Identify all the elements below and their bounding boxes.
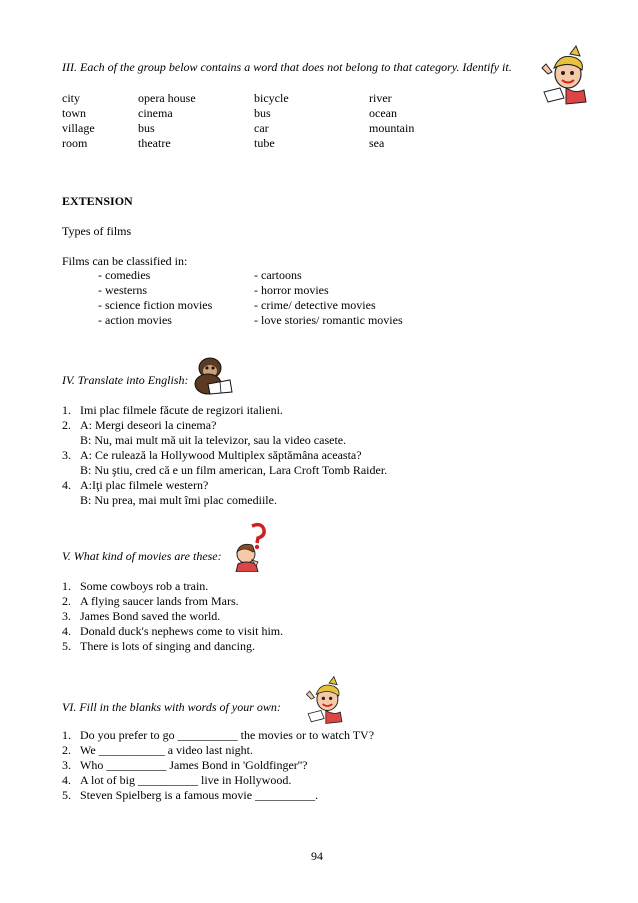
- item-text: James Bond saved the world.: [80, 609, 221, 623]
- item-text: Do you prefer to go __________ the movies or to watch TV?: [80, 728, 375, 742]
- item-text: Donald duck's nephews come to visit him.: [80, 624, 284, 638]
- item-number: 4.: [62, 624, 71, 638]
- cell: tube: [254, 136, 275, 150]
- section-4-heading: IV. Translate into English:: [62, 373, 189, 387]
- film-type-item: - action movies: [98, 313, 172, 327]
- film-type-item: - crime/ detective movies: [254, 298, 376, 312]
- item-number: 1.: [62, 728, 71, 742]
- item-text: A:Iţi plac filmele western?: [80, 478, 209, 492]
- thinking-boy-icon: [232, 522, 270, 572]
- item-text: A: Ce rulează la Hollywood Multiplex săptămâna aceasta?: [80, 448, 362, 462]
- section-3-heading: III. Each of the group below contains a word that does not belong to that category. Identify it.: [62, 60, 512, 74]
- item-text: We ___________ a video last night.: [80, 743, 254, 757]
- item-text: Some cowboys rob a train.: [80, 579, 209, 593]
- item-text: B: Nu prea, mai mult îmi plac comediile.: [80, 493, 277, 507]
- film-type-item: - science fiction movies: [98, 298, 213, 312]
- item-number: 3.: [62, 609, 71, 623]
- cell: bus: [138, 121, 155, 135]
- section-5-heading: V. What kind of movies are these:: [62, 549, 222, 563]
- item-number: 4.: [62, 773, 71, 787]
- item-text: A: Mergi deseori la cinema?: [80, 418, 217, 432]
- film-type-item: - love stories/ romantic movies: [254, 313, 403, 327]
- cell: city: [62, 91, 80, 105]
- item-number: 2.: [62, 594, 71, 608]
- item-number: 1.: [62, 579, 71, 593]
- cell: mountain: [369, 121, 415, 135]
- item-number: 2.: [62, 418, 71, 432]
- extension-heading: EXTENSION: [62, 194, 133, 208]
- monkey-reading-icon: [190, 354, 234, 396]
- item-text: B: Nu ştiu, cred că e un film american, Lara Croft Tomb Raider.: [80, 463, 388, 477]
- film-type-item: - horror movies: [254, 283, 329, 297]
- item-text: Imi plac filmele făcute de regizori italieni.: [80, 403, 283, 417]
- cell: bicycle: [254, 91, 289, 105]
- cell: car: [254, 121, 269, 135]
- item-text: A lot of big __________ live in Hollywood.: [80, 773, 292, 787]
- item-number: 4.: [62, 478, 71, 492]
- waving-boy-icon: [300, 675, 350, 725]
- cell: bus: [254, 106, 271, 120]
- page-number: 94: [311, 849, 323, 863]
- item-number: 5.: [62, 639, 71, 653]
- item-text: Steven Spielberg is a famous movie __________.: [80, 788, 319, 802]
- item-number: 2.: [62, 743, 71, 757]
- film-type-item: - cartoons: [254, 268, 302, 282]
- section-6-heading: VI. Fill in the blanks with words of your own:: [62, 700, 281, 714]
- cell: ocean: [369, 106, 397, 120]
- item-text: B: Nu, mai mult mă uit la televizor, sau la video casete.: [80, 433, 347, 447]
- item-text: Who __________ James Bond in 'Goldfinger''?: [80, 758, 308, 772]
- film-type-item: - comedies: [98, 268, 151, 282]
- item-number: 3.: [62, 758, 71, 772]
- cell: sea: [369, 136, 385, 150]
- cell: theatre: [138, 136, 171, 150]
- item-number: 5.: [62, 788, 71, 802]
- film-type-item: - westerns: [98, 283, 147, 297]
- item-text: There is lots of singing and dancing.: [80, 639, 255, 653]
- cell: cinema: [138, 106, 173, 120]
- cell: opera house: [138, 91, 196, 105]
- waving-boy-icon: [540, 44, 590, 106]
- cell: town: [62, 106, 86, 120]
- cell: village: [62, 121, 95, 135]
- item-number: 3.: [62, 448, 71, 462]
- cell: room: [62, 136, 88, 150]
- item-number: 1.: [62, 403, 71, 417]
- extension-subheading: Types of films: [62, 224, 132, 238]
- extension-intro: Films can be classified in:: [62, 254, 188, 268]
- cell: river: [369, 91, 392, 105]
- item-text: A flying saucer lands from Mars.: [80, 594, 239, 608]
